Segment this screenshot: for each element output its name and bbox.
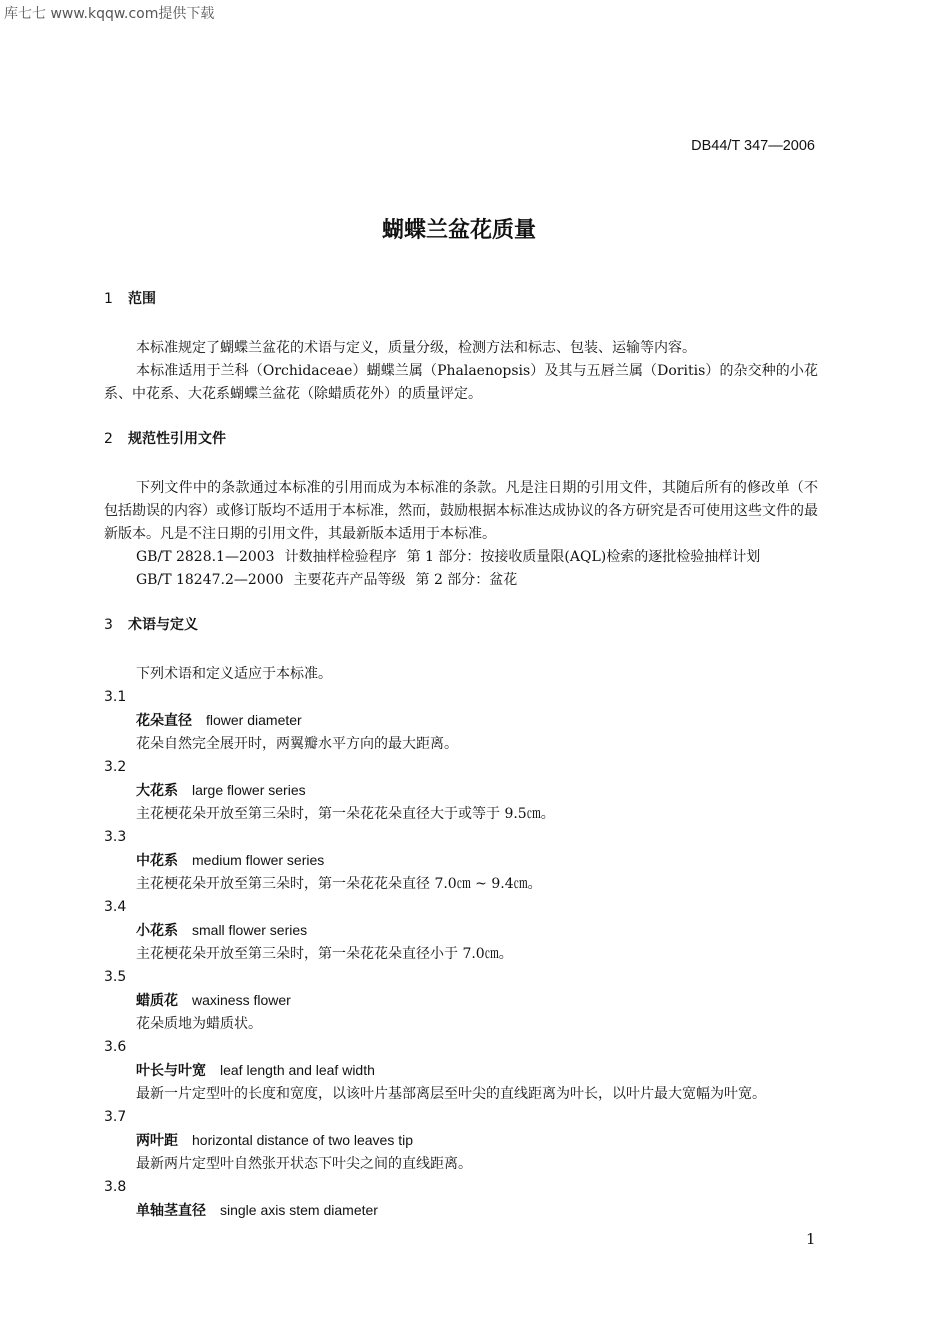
term-3-7 (104, 1106, 818, 1176)
term-definition: 最新两片定型叶自然张开状态下叶尖之间的直线距离。 (136, 1156, 472, 1172)
term-number: 3.7 (104, 1109, 127, 1125)
section-1-heading (104, 288, 818, 311)
reference-part: 第 2 部分：盆花 (415, 572, 518, 588)
paragraph: 本标准适用于兰科（Orchidaceae）蝴蝶兰属（Phalaenopsis）及其与五唇兰属（Doritis）的杂交种的小花系、中花系、大花系蝴蝶兰盆花（除蜡质花外）的质量评定。 (104, 363, 818, 402)
term-zh: 单轴茎直径 (136, 1203, 206, 1219)
term-definition: 花朵自然完全展开时，两翼瓣水平方向的最大距离。 (136, 736, 458, 752)
term-en: flower diameter (206, 712, 302, 728)
term-en: small flower series (192, 922, 308, 938)
reference-item (136, 569, 818, 592)
page-number: 1 (806, 1230, 816, 1248)
term-number: 3.2 (104, 759, 127, 775)
term-number: 3.5 (104, 969, 127, 985)
term-name (136, 709, 818, 733)
reference-item (136, 546, 818, 569)
reference-code: GB/T 18247.2—2000 (136, 572, 284, 588)
term-name (136, 1199, 818, 1223)
term-en: single axis stem diameter (220, 1202, 378, 1218)
term-en: waxiness flower (192, 992, 291, 1008)
reference-title: 主要花卉产品等级 (293, 572, 406, 588)
section-title: 规范性引用文件 (128, 431, 226, 447)
term-3-5 (104, 966, 818, 1036)
term-en: horizontal distance of two leaves tip (192, 1132, 414, 1148)
term-name (136, 849, 818, 873)
term-zh: 花朵直径 (136, 713, 192, 729)
term-number: 3.4 (104, 899, 127, 915)
term-number: 3.8 (104, 1179, 127, 1195)
term-name (136, 779, 818, 803)
term-zh: 蜡质花 (136, 993, 178, 1009)
term-zh: 小花系 (136, 923, 178, 939)
section-number: 1 (104, 291, 113, 307)
reference-title: 计数抽样检验程序 (284, 549, 397, 565)
term-en: medium flower series (192, 852, 325, 868)
section-3-heading (104, 614, 818, 637)
term-3-8 (104, 1176, 818, 1223)
term-3-6 (104, 1036, 818, 1106)
document-number: DB44/T 347—2006 (691, 138, 815, 154)
term-definition: 花朵质地为蜡质状。 (136, 1016, 262, 1032)
reference-code: GB/T 2828.1—2003 (136, 549, 275, 565)
paragraph: 本标准规定了蝴蝶兰盆花的术语与定义，质量分级，检测方法和标志、包装、运输等内容。 (136, 340, 696, 356)
section-2-heading (104, 428, 818, 451)
term-3-3 (104, 826, 818, 896)
term-number: 3.1 (104, 689, 127, 705)
term-definition: 主花梗花朵开放至第三朵时，第一朵花花朵直径 7.0㎝ ~ 9.4㎝。 (136, 876, 542, 892)
term-en: large flower series (192, 782, 306, 798)
term-name (136, 1129, 818, 1153)
section-title: 范围 (128, 291, 156, 307)
term-en: leaf length and leaf width (220, 1062, 375, 1078)
term-number: 3.3 (104, 829, 127, 845)
term-3-4 (104, 896, 818, 966)
term-name (136, 989, 818, 1013)
term-3-1 (104, 686, 818, 756)
term-zh: 中花系 (136, 853, 178, 869)
watermark-text: 库七七 www.kqqw.com提供下载 (4, 6, 215, 22)
term-zh: 叶长与叶宽 (136, 1063, 206, 1079)
term-definition: 主花梗花朵开放至第三朵时，第一朵花花朵直径小于 7.0㎝。 (136, 946, 513, 962)
page-title: 蝴蝶兰盆花质量 (381, 218, 536, 243)
term-definition: 最新一片定型叶的长度和宽度，以该叶片基部离层至叶尖的直线距离为叶长，以叶片最大宽幅为叶宽。 (136, 1086, 766, 1102)
section-number: 3 (104, 617, 113, 633)
section-title: 术语与定义 (128, 617, 198, 633)
section-number: 2 (104, 431, 113, 447)
term-number: 3.6 (104, 1039, 127, 1055)
paragraph: 下列文件中的条款通过本标准的引用而成为本标准的条款。凡是注日期的引用文件，其随后所有的修改单（不包括勘误的内容）或修订版均不适用于本标准，然而，鼓励根据本标准达成协议的各方研究是否可使用这些文件的最新版本。凡是不注日期的引用文件，其最新版本适用于本标准。 (104, 480, 818, 542)
term-name (136, 1059, 818, 1083)
term-definition: 主花梗花朵开放至第三朵时，第一朵花花朵直径大于或等于 9.5㎝。 (136, 806, 555, 822)
document-body (104, 288, 818, 1223)
term-zh: 大花系 (136, 783, 178, 799)
term-name (136, 919, 818, 943)
term-zh: 两叶距 (136, 1133, 178, 1149)
paragraph: 下列术语和定义适应于本标准。 (136, 666, 332, 682)
reference-part: 第 1 部分：按接收质量限(AQL)检索的逐批检验抽样计划 (406, 549, 761, 565)
term-3-2 (104, 756, 818, 826)
